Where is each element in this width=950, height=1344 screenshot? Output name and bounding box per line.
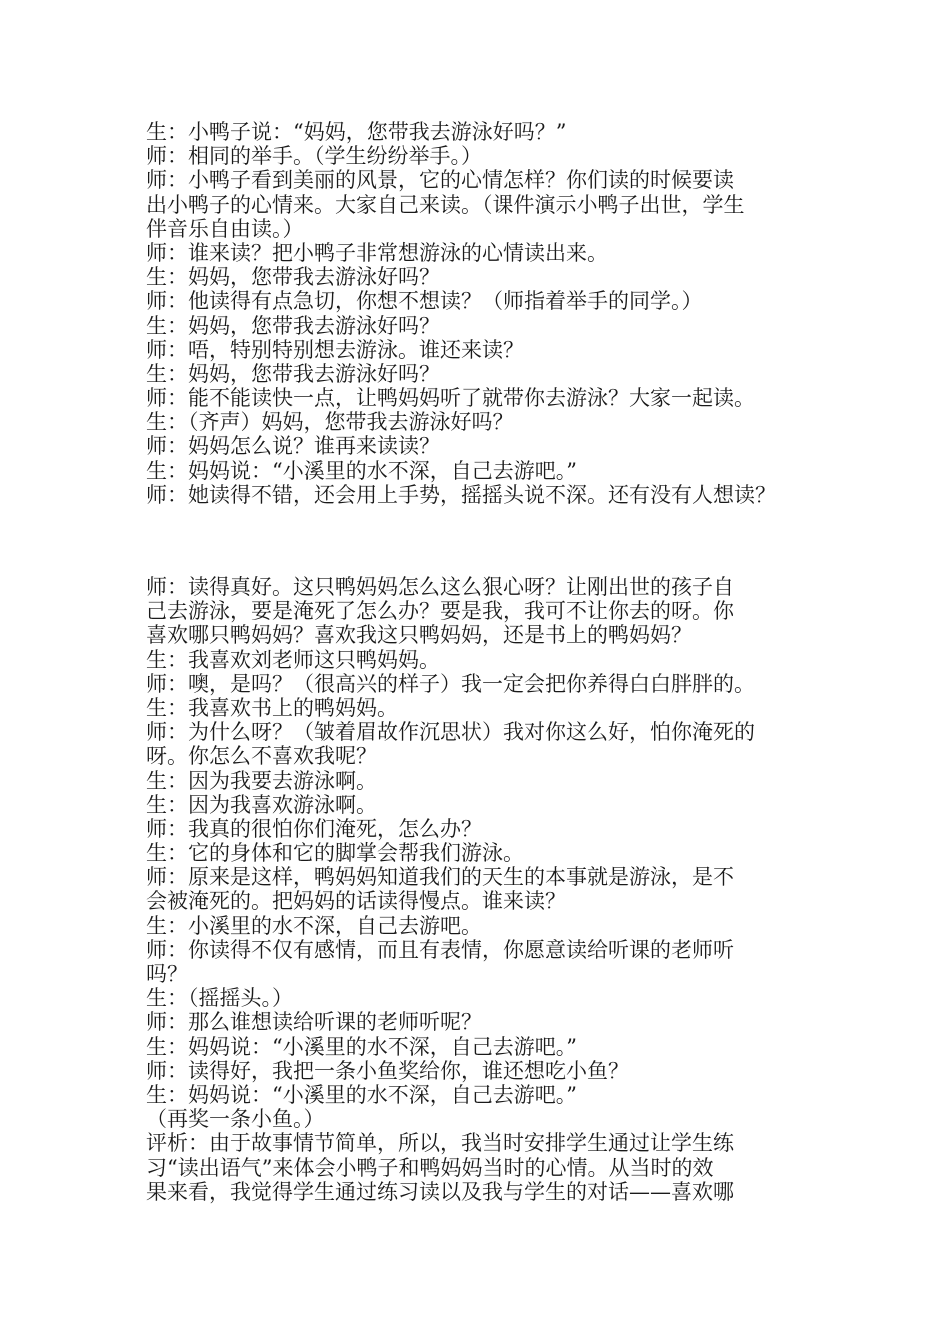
text-line: 师：原来是这样，鸭妈妈知道我们的天生的本事就是游泳，是不 bbox=[146, 865, 734, 890]
dialogue-section-2 bbox=[146, 575, 826, 1204]
text-line: 生：（摇摇头。） bbox=[146, 986, 293, 1011]
text-line: 生：因为我喜欢游泳啊。 bbox=[146, 792, 377, 817]
text-line: （再奖一条小鱼。） bbox=[146, 1107, 325, 1132]
text-line: 师：妈妈怎么说？谁再来读读？ bbox=[146, 434, 440, 459]
text-line: 呀。你怎么不喜欢我呢？ bbox=[146, 744, 377, 769]
text-line: 师：小鸭子看到美丽的风景，它的心情怎样？你们读的时候要读 bbox=[146, 168, 734, 193]
text-line: 习“读出语气”来体会小鸭子和鸭妈妈当时的心情。从当时的效 bbox=[146, 1155, 714, 1180]
text-line: 师：读得真好。这只鸭妈妈怎么这么狠心呀？让刚出世的孩子自 bbox=[146, 575, 734, 599]
text-line: 师：你读得不仅有感情，而且有表情，你愿意读给听课的老师听 bbox=[146, 937, 734, 962]
text-line: 师：那么谁想读给听课的老师听呢？ bbox=[146, 1010, 482, 1035]
text-line: 喜欢哪只鸭妈妈？喜欢我这只鸭妈妈，还是书上的鸭妈妈？ bbox=[146, 623, 692, 648]
text-line: 生：小溪里的水不深，自己去游吧。 bbox=[146, 913, 482, 938]
text-line: 师：为什么呀？（皱着眉故作沉思状）我对你这么好，怕你淹死的 bbox=[146, 720, 755, 745]
text-line: 生：妈妈，您带我去游泳好吗？ bbox=[146, 265, 440, 290]
text-line: 生：我喜欢书上的鸭妈妈。 bbox=[146, 695, 398, 720]
text-line: 师：相同的举手。（学生纷纷举手。） bbox=[146, 144, 482, 169]
text-line: 师：读得好，我把一条小鱼奖给你，谁还想吃小鱼？ bbox=[146, 1058, 629, 1083]
text-line: 师：他读得有点急切，你想不想读？（师指着举手的同学。） bbox=[146, 289, 703, 314]
text-line: 果来看，我觉得学生通过练习读以及我与学生的对话——喜欢哪 bbox=[146, 1179, 734, 1204]
text-line: 生：妈妈说：“小溪里的水不深，自己去游吧。” bbox=[146, 1082, 577, 1107]
text-line: 生：妈妈，您带我去游泳好吗？ bbox=[146, 313, 440, 338]
text-line: 伴音乐自由读。） bbox=[146, 216, 304, 241]
text-line: 师：噢，是吗？（很高兴的样子）我一定会把你养得白白胖胖的。 bbox=[146, 671, 755, 696]
text-line: 生：因为我要去游泳啊。 bbox=[146, 768, 377, 793]
text-line: 生：（齐声）妈妈，您带我去游泳好吗？ bbox=[146, 410, 514, 435]
text-line: 生：它的身体和它的脚掌会帮我们游泳。 bbox=[146, 841, 524, 866]
text-line: 师：谁来读？把小鸭子非常想游泳的心情读出来。 bbox=[146, 240, 608, 265]
text-line: 吗？ bbox=[146, 962, 188, 986]
text-line: 师：我真的很怕你们淹死，怎么办？ bbox=[146, 816, 482, 841]
text-line: 出小鸭子的心情来。大家自己来读。（课件演示小鸭子出世，学生 bbox=[146, 192, 745, 217]
dialogue-section-1 bbox=[146, 120, 826, 507]
text-line: 生：我喜欢刘老师这只鸭妈妈。 bbox=[146, 647, 440, 672]
text-line: 生：妈妈说：“小溪里的水不深，自己去游吧。” bbox=[146, 1034, 577, 1059]
text-line: 生：妈妈，您带我去游泳好吗？ bbox=[146, 361, 440, 386]
text-line: 己去游泳，要是淹死了怎么办？要是我，我可不让你去的呀。你 bbox=[146, 599, 734, 624]
text-line: 评析：由于故事情节简单，所以，我当时安排学生通过让学生练 bbox=[146, 1131, 734, 1156]
text-line: 生：小鸭子说：“妈妈，您带我去游泳好吗？” bbox=[146, 120, 567, 144]
text-line: 师：唔，特别特别想去游泳。谁还来读？ bbox=[146, 337, 524, 362]
text-line: 会被淹死的。把妈妈的话读得慢点。谁来读？ bbox=[146, 889, 566, 914]
text-line: 师：她读得不错，还会用上手势，摇摇头说不深。还有没有人想读？ bbox=[146, 482, 776, 507]
text-line: 师：能不能读快一点，让鸭妈妈听了就带你去游泳？大家一起读。 bbox=[146, 386, 755, 411]
text-line: 生：妈妈说：“小溪里的水不深，自己去游吧。” bbox=[146, 458, 577, 483]
